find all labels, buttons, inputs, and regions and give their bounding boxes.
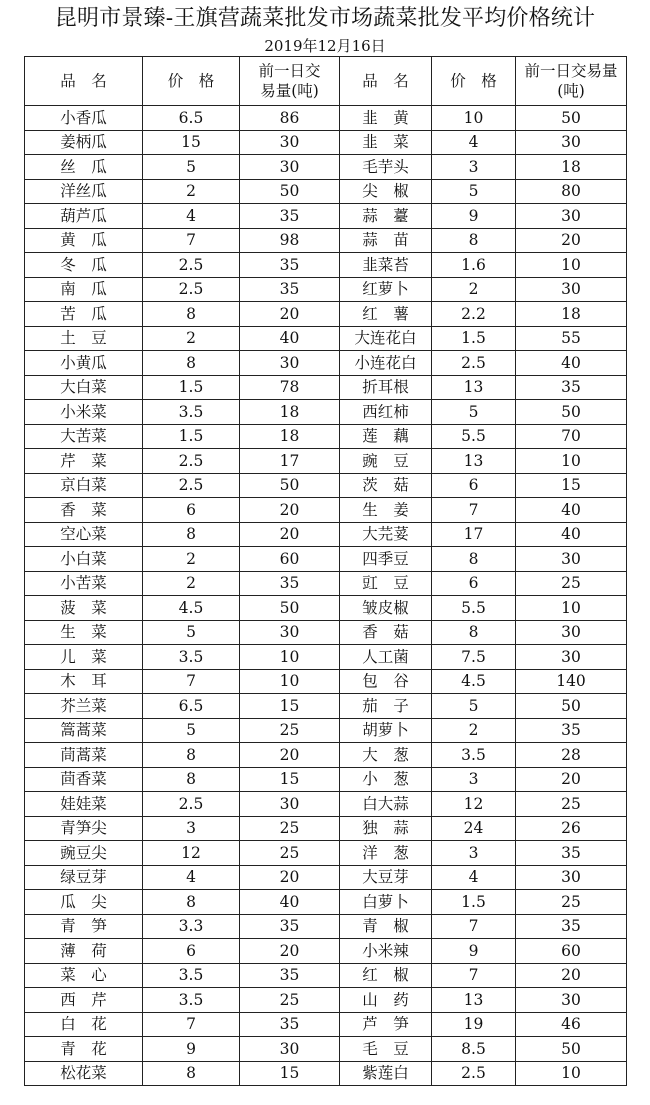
- right-item-volume: 50: [516, 400, 627, 425]
- left-item-volume: 30: [240, 130, 340, 155]
- left-item-price: 2: [143, 179, 240, 204]
- left-item-volume: 86: [240, 106, 340, 131]
- right-item-price: 7: [432, 498, 516, 523]
- left-item-price: 2.5: [143, 277, 240, 302]
- price-table: [24, 56, 627, 1086]
- right-item-price: 1.5: [432, 890, 516, 915]
- left-item-name: 姜柄瓜: [25, 130, 143, 155]
- right-item-volume: 28: [516, 743, 627, 768]
- table-row: [25, 1012, 627, 1037]
- right-item-name: 小米辣: [340, 939, 432, 964]
- right-item-price: 3: [432, 155, 516, 180]
- table-row: [25, 400, 627, 425]
- table-row: [25, 620, 627, 645]
- table-row: [25, 351, 627, 376]
- table-row: [25, 571, 627, 596]
- left-item-price: 8: [143, 302, 240, 327]
- right-item-price: 5: [432, 694, 516, 719]
- right-item-name: 包 谷: [340, 669, 432, 694]
- header-volume: [240, 57, 340, 106]
- left-item-volume: 30: [240, 155, 340, 180]
- right-item-name: 白大蒜: [340, 792, 432, 817]
- left-item-price: 8: [143, 351, 240, 376]
- left-item-name: 南 瓜: [25, 277, 143, 302]
- table-row: [25, 963, 627, 988]
- table-row: [25, 669, 627, 694]
- left-item-volume: 35: [240, 914, 340, 939]
- left-item-volume: 20: [240, 498, 340, 523]
- right-item-price: 5: [432, 179, 516, 204]
- left-item-volume: 30: [240, 1037, 340, 1062]
- right-item-price: 4: [432, 130, 516, 155]
- table-row: [25, 645, 627, 670]
- left-item-name: 薄 荷: [25, 939, 143, 964]
- table-row: [25, 302, 627, 327]
- right-item-volume: 50: [516, 1037, 627, 1062]
- table-row: [25, 890, 627, 915]
- left-item-name: 葫芦瓜: [25, 204, 143, 229]
- left-item-volume: 15: [240, 1061, 340, 1086]
- right-item-name: 折耳根: [340, 375, 432, 400]
- table-row: [25, 816, 627, 841]
- left-item-name: 青 笋: [25, 914, 143, 939]
- right-item-price: 2.5: [432, 351, 516, 376]
- left-item-volume: 15: [240, 767, 340, 792]
- right-item-volume: 50: [516, 106, 627, 131]
- right-item-volume: 15: [516, 473, 627, 498]
- left-item-name: 冬 瓜: [25, 253, 143, 278]
- table-row: [25, 694, 627, 719]
- report-date: 2019年12月16日: [264, 37, 386, 55]
- right-item-name: 韭 黄: [340, 106, 432, 131]
- left-item-price: 7: [143, 669, 240, 694]
- right-item-name: 小连花白: [340, 351, 432, 376]
- right-item-price: 24: [432, 816, 516, 841]
- left-item-price: 6: [143, 498, 240, 523]
- left-item-volume: 25: [240, 988, 340, 1013]
- left-item-price: 3: [143, 816, 240, 841]
- right-item-volume: 40: [516, 498, 627, 523]
- right-item-name: 豇 豆: [340, 571, 432, 596]
- right-item-price: 4: [432, 865, 516, 890]
- table-row: [25, 204, 627, 229]
- right-item-price: 7: [432, 963, 516, 988]
- table-row: [25, 498, 627, 523]
- left-item-price: 8: [143, 522, 240, 547]
- right-item-price: 2: [432, 718, 516, 743]
- left-item-volume: 35: [240, 253, 340, 278]
- right-item-name: 蒜 薹: [340, 204, 432, 229]
- left-item-volume: 35: [240, 571, 340, 596]
- table-row: [25, 424, 627, 449]
- right-item-price: 4.5: [432, 669, 516, 694]
- right-item-volume: 46: [516, 1012, 627, 1037]
- left-item-price: 2: [143, 326, 240, 351]
- left-item-name: 西 芹: [25, 988, 143, 1013]
- left-item-price: 8: [143, 743, 240, 768]
- right-item-volume: 30: [516, 620, 627, 645]
- left-item-name: 木 耳: [25, 669, 143, 694]
- left-item-name: 儿 菜: [25, 645, 143, 670]
- right-item-volume: 10: [516, 596, 627, 621]
- right-item-volume: 140: [516, 669, 627, 694]
- table-row: [25, 914, 627, 939]
- left-item-name: 土 豆: [25, 326, 143, 351]
- left-item-volume: 35: [240, 1012, 340, 1037]
- header-volume2-line2: (吨): [557, 82, 585, 100]
- left-item-volume: 20: [240, 939, 340, 964]
- right-item-price: 7: [432, 914, 516, 939]
- left-item-name: 娃娃菜: [25, 792, 143, 817]
- table-row: [25, 718, 627, 743]
- right-item-price: 2.2: [432, 302, 516, 327]
- right-item-price: 13: [432, 375, 516, 400]
- right-item-price: 1.6: [432, 253, 516, 278]
- table-row: [25, 449, 627, 474]
- right-item-name: 红 椒: [340, 963, 432, 988]
- left-item-volume: 25: [240, 718, 340, 743]
- right-item-name: 香 菇: [340, 620, 432, 645]
- left-item-volume: 60: [240, 547, 340, 572]
- right-item-name: 韭菜苔: [340, 253, 432, 278]
- left-item-price: 3.5: [143, 988, 240, 1013]
- left-item-name: 白 花: [25, 1012, 143, 1037]
- right-item-price: 5.5: [432, 424, 516, 449]
- right-item-name: 小 葱: [340, 767, 432, 792]
- table-row: [25, 841, 627, 866]
- table-row: [25, 988, 627, 1013]
- right-item-price: 8: [432, 547, 516, 572]
- left-item-name: 茼蒿菜: [25, 743, 143, 768]
- left-item-volume: 18: [240, 400, 340, 425]
- right-item-volume: 10: [516, 253, 627, 278]
- left-item-price: 5: [143, 718, 240, 743]
- left-item-price: 2.5: [143, 473, 240, 498]
- right-item-price: 9: [432, 939, 516, 964]
- left-item-price: 4: [143, 865, 240, 890]
- right-item-volume: 25: [516, 571, 627, 596]
- left-item-price: 3.5: [143, 963, 240, 988]
- left-item-price: 3.3: [143, 914, 240, 939]
- left-item-name: 大白菜: [25, 375, 143, 400]
- right-item-name: 青 椒: [340, 914, 432, 939]
- left-item-price: 8: [143, 890, 240, 915]
- right-item-name: 茨 菇: [340, 473, 432, 498]
- table-row: [25, 106, 627, 131]
- right-item-volume: 20: [516, 767, 627, 792]
- right-item-price: 1.5: [432, 326, 516, 351]
- left-item-price: 5: [143, 620, 240, 645]
- left-item-volume: 78: [240, 375, 340, 400]
- left-item-price: 3.5: [143, 400, 240, 425]
- left-item-price: 7: [143, 1012, 240, 1037]
- right-item-price: 8.5: [432, 1037, 516, 1062]
- right-item-volume: 30: [516, 204, 627, 229]
- left-item-price: 3.5: [143, 645, 240, 670]
- right-item-price: 8: [432, 228, 516, 253]
- header-price: 价 格: [143, 57, 240, 106]
- right-item-price: 3: [432, 767, 516, 792]
- right-item-name: 茄 子: [340, 694, 432, 719]
- left-item-volume: 25: [240, 816, 340, 841]
- left-item-price: 8: [143, 1061, 240, 1086]
- right-item-volume: 26: [516, 816, 627, 841]
- left-item-name: 菜 心: [25, 963, 143, 988]
- right-item-volume: 70: [516, 424, 627, 449]
- header-volume-line1: 前一日交: [258, 62, 321, 80]
- right-item-volume: 18: [516, 155, 627, 180]
- left-item-name: 小黄瓜: [25, 351, 143, 376]
- left-item-price: 5: [143, 155, 240, 180]
- right-item-name: 大连花白: [340, 326, 432, 351]
- left-item-price: 1.5: [143, 424, 240, 449]
- right-item-name: 毛 豆: [340, 1037, 432, 1062]
- right-item-price: 10: [432, 106, 516, 131]
- right-item-name: 紫莲白: [340, 1061, 432, 1086]
- right-item-volume: 40: [516, 522, 627, 547]
- right-item-volume: 30: [516, 865, 627, 890]
- right-item-price: 9: [432, 204, 516, 229]
- table-row: [25, 743, 627, 768]
- right-item-name: 四季豆: [340, 547, 432, 572]
- left-item-volume: 50: [240, 179, 340, 204]
- left-item-price: 15: [143, 130, 240, 155]
- table-row: [25, 253, 627, 278]
- left-item-volume: 15: [240, 694, 340, 719]
- right-item-volume: 20: [516, 228, 627, 253]
- right-item-name: 西红柿: [340, 400, 432, 425]
- right-item-volume: 30: [516, 645, 627, 670]
- left-item-name: 篙蒿菜: [25, 718, 143, 743]
- left-item-name: 丝 瓜: [25, 155, 143, 180]
- table-row: [25, 865, 627, 890]
- table-row: [25, 792, 627, 817]
- right-item-name: 豌 豆: [340, 449, 432, 474]
- left-item-name: 瓜 尖: [25, 890, 143, 915]
- left-item-name: 芹 菜: [25, 449, 143, 474]
- left-item-volume: 50: [240, 473, 340, 498]
- left-item-volume: 25: [240, 841, 340, 866]
- right-item-name: 洋 葱: [340, 841, 432, 866]
- table-row: [25, 375, 627, 400]
- right-item-volume: 25: [516, 890, 627, 915]
- left-item-volume: 35: [240, 204, 340, 229]
- right-item-price: 3.5: [432, 743, 516, 768]
- right-item-price: 17: [432, 522, 516, 547]
- left-item-name: 小白菜: [25, 547, 143, 572]
- left-item-volume: 40: [240, 326, 340, 351]
- table-row: [25, 596, 627, 621]
- right-item-volume: 18: [516, 302, 627, 327]
- left-item-price: 4.5: [143, 596, 240, 621]
- right-item-name: 生 姜: [340, 498, 432, 523]
- left-item-name: 生 菜: [25, 620, 143, 645]
- right-item-volume: 25: [516, 792, 627, 817]
- left-item-price: 6: [143, 939, 240, 964]
- right-item-volume: 80: [516, 179, 627, 204]
- right-item-name: 胡萝卜: [340, 718, 432, 743]
- right-item-price: 8: [432, 620, 516, 645]
- left-item-name: 空心菜: [25, 522, 143, 547]
- right-item-volume: 20: [516, 963, 627, 988]
- right-item-price: 6: [432, 571, 516, 596]
- table-row: [25, 228, 627, 253]
- right-item-price: 13: [432, 988, 516, 1013]
- right-item-name: 皱皮椒: [340, 596, 432, 621]
- right-item-volume: 30: [516, 988, 627, 1013]
- right-item-name: 大豆芽: [340, 865, 432, 890]
- table-row: [25, 155, 627, 180]
- left-item-price: 2.5: [143, 792, 240, 817]
- left-item-price: 7: [143, 228, 240, 253]
- right-item-price: 7.5: [432, 645, 516, 670]
- right-item-name: 毛芋头: [340, 155, 432, 180]
- left-item-name: 大苦菜: [25, 424, 143, 449]
- right-item-volume: 10: [516, 449, 627, 474]
- left-item-name: 小苦菜: [25, 571, 143, 596]
- right-item-volume: 55: [516, 326, 627, 351]
- right-item-volume: 40: [516, 351, 627, 376]
- left-item-volume: 18: [240, 424, 340, 449]
- table-row: [25, 179, 627, 204]
- left-item-name: 菠 菜: [25, 596, 143, 621]
- right-item-name: 山 药: [340, 988, 432, 1013]
- right-item-volume: 30: [516, 277, 627, 302]
- table-body: [25, 106, 627, 1086]
- right-item-name: 红萝卜: [340, 277, 432, 302]
- right-item-price: 13: [432, 449, 516, 474]
- left-item-price: 4: [143, 204, 240, 229]
- right-item-volume: 35: [516, 718, 627, 743]
- left-item-name: 黄 瓜: [25, 228, 143, 253]
- right-item-price: 2.5: [432, 1061, 516, 1086]
- left-item-volume: 20: [240, 865, 340, 890]
- left-item-volume: 98: [240, 228, 340, 253]
- left-item-volume: 30: [240, 792, 340, 817]
- page-title: 昆明市景臻-王旗营蔬菜批发市场蔬菜批发平均价格统计: [54, 6, 596, 31]
- left-item-price: 2.5: [143, 449, 240, 474]
- right-item-name: 芦 笋: [340, 1012, 432, 1037]
- left-item-name: 青笋尖: [25, 816, 143, 841]
- left-item-name: 绿豆芽: [25, 865, 143, 890]
- left-item-volume: 30: [240, 351, 340, 376]
- left-item-name: 芥兰菜: [25, 694, 143, 719]
- right-item-name: 大 葱: [340, 743, 432, 768]
- left-item-volume: 30: [240, 620, 340, 645]
- right-item-name: 独 蒜: [340, 816, 432, 841]
- left-item-volume: 10: [240, 669, 340, 694]
- right-item-price: 3: [432, 841, 516, 866]
- left-item-volume: 35: [240, 963, 340, 988]
- left-item-name: 小香瓜: [25, 106, 143, 131]
- table-header-row: [25, 57, 627, 106]
- left-item-name: 豌豆尖: [25, 841, 143, 866]
- left-item-name: 茴香菜: [25, 767, 143, 792]
- left-item-price: 6.5: [143, 106, 240, 131]
- table-row: [25, 277, 627, 302]
- right-item-name: 红 薯: [340, 302, 432, 327]
- header-volume-line2: 易量(吨): [260, 82, 319, 100]
- right-item-name: 人工菌: [340, 645, 432, 670]
- right-item-volume: 35: [516, 375, 627, 400]
- right-item-name: 大芫荽: [340, 522, 432, 547]
- left-item-name: 洋丝瓜: [25, 179, 143, 204]
- left-item-price: 2: [143, 547, 240, 572]
- right-item-name: 韭 菜: [340, 130, 432, 155]
- table-row: [25, 473, 627, 498]
- right-item-price: 2: [432, 277, 516, 302]
- left-item-volume: 35: [240, 277, 340, 302]
- table-row: [25, 1037, 627, 1062]
- left-item-name: 松花菜: [25, 1061, 143, 1086]
- table-row: [25, 522, 627, 547]
- left-item-name: 香 菜: [25, 498, 143, 523]
- left-item-price: 9: [143, 1037, 240, 1062]
- table-row: [25, 939, 627, 964]
- table-row: [25, 326, 627, 351]
- right-item-price: 12: [432, 792, 516, 817]
- left-item-volume: 20: [240, 522, 340, 547]
- header-price-2: 价 格: [432, 57, 516, 106]
- left-item-name: 苦 瓜: [25, 302, 143, 327]
- left-item-price: 2: [143, 571, 240, 596]
- right-item-volume: 30: [516, 547, 627, 572]
- right-item-volume: 60: [516, 939, 627, 964]
- right-item-name: 蒜 苗: [340, 228, 432, 253]
- header-name: 品 名: [25, 57, 143, 106]
- left-item-price: 8: [143, 767, 240, 792]
- left-item-name: 小米菜: [25, 400, 143, 425]
- right-item-volume: 35: [516, 841, 627, 866]
- header-volume2-line1: 前一日交易量: [524, 62, 618, 80]
- right-item-volume: 35: [516, 914, 627, 939]
- right-item-volume: 30: [516, 130, 627, 155]
- right-item-price: 19: [432, 1012, 516, 1037]
- right-item-name: 尖 椒: [340, 179, 432, 204]
- right-item-name: 莲 藕: [340, 424, 432, 449]
- table-row: [25, 547, 627, 572]
- header-name-2: 品 名: [340, 57, 432, 106]
- left-item-volume: 40: [240, 890, 340, 915]
- left-item-volume: 20: [240, 302, 340, 327]
- left-item-name: 青 花: [25, 1037, 143, 1062]
- right-item-price: 6: [432, 473, 516, 498]
- right-item-price: 5.5: [432, 596, 516, 621]
- left-item-volume: 20: [240, 743, 340, 768]
- left-item-price: 2.5: [143, 253, 240, 278]
- header-volume-2: [516, 57, 627, 106]
- right-item-volume: 10: [516, 1061, 627, 1086]
- left-item-volume: 50: [240, 596, 340, 621]
- right-item-volume: 50: [516, 694, 627, 719]
- left-item-price: 12: [143, 841, 240, 866]
- right-item-price: 5: [432, 400, 516, 425]
- left-item-price: 6.5: [143, 694, 240, 719]
- table-row: [25, 130, 627, 155]
- left-item-price: 1.5: [143, 375, 240, 400]
- left-item-name: 京白菜: [25, 473, 143, 498]
- left-item-volume: 10: [240, 645, 340, 670]
- table-row: [25, 1061, 627, 1086]
- right-item-name: 白萝卜: [340, 890, 432, 915]
- table-row: [25, 767, 627, 792]
- left-item-volume: 17: [240, 449, 340, 474]
